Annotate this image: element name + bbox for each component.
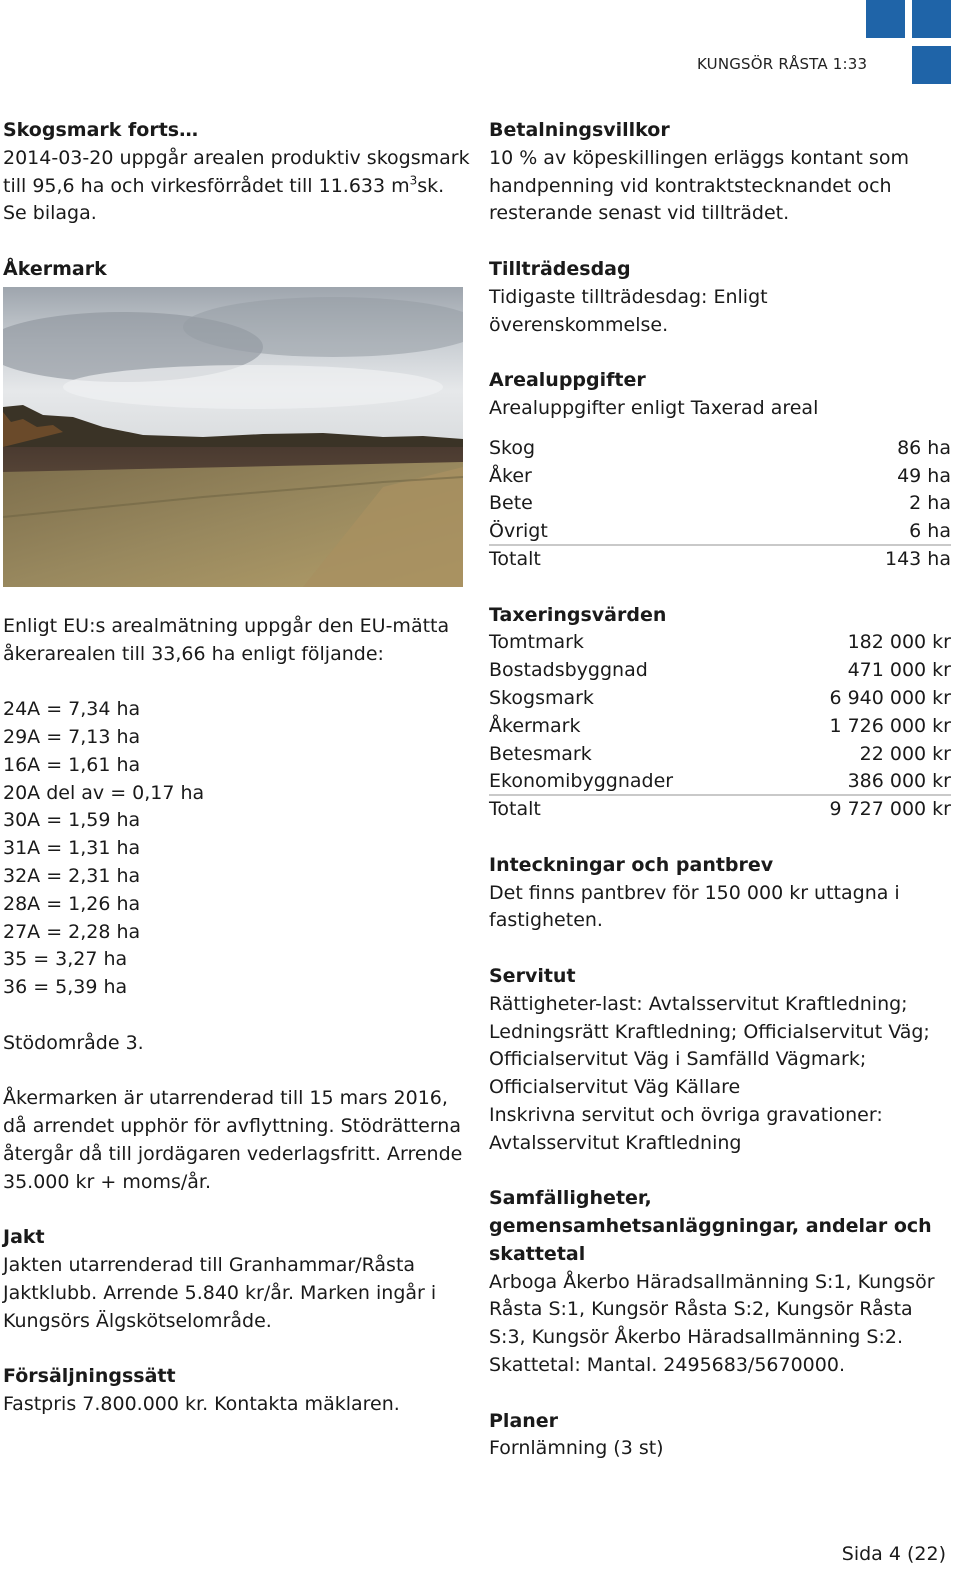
logo-square-bottom-right (912, 46, 951, 84)
areal-row: Bete 2 ha (489, 492, 951, 515)
areal-subtitle: Arealuppgifter enligt Taxerad areal (489, 396, 819, 419)
document-reference: KUNGSÖR RÅSTA 1:33 (697, 55, 868, 73)
logo-square-top-right (912, 0, 951, 38)
inteckningar-text: Det finns pantbrev för 150 000 kr uttagna i fastigheten. (489, 881, 900, 932)
eu-item: 31A = 1,31 ha (3, 837, 141, 860)
servitut-text: Rättigheter-last: Avtalsservitut Kraftledning; Ledningsrätt Kraftledning; Officialservitut Väg; Officialservitut Väg i Samfälld Vägmark; Officialservitut Väg Källare (489, 992, 930, 1099)
taxering-heading: Taxeringsvärden (489, 603, 667, 626)
akermark-heading: Åkermark (3, 257, 107, 280)
eu-item: 27A = 2,28 ha (3, 920, 141, 943)
eu-item: 20A del av = 0,17 ha (3, 781, 205, 804)
areal-total-row: Totalt 143 ha (489, 544, 951, 574)
skogsmark-heading: Skogsmark forts… (3, 119, 199, 141)
tilltrade-heading: Tillträdesdag (489, 257, 631, 280)
forsaljning-heading: Försäljningssätt (3, 1365, 176, 1388)
taxering-row: Ekonomibyggnader 386 000 kr (489, 770, 951, 793)
betalning-text: 10 % av köpeskillingen erläggs kontant som handpenning vid kontraktstecknandet och resterande senast vid tillträdet. (489, 146, 909, 225)
samfalligheter-heading: Samfälligheter, gemensamhetsanläggningar, andelar och skattetal (489, 1187, 932, 1265)
eu-item: 29A = 7,13 ha (3, 725, 141, 748)
taxering-row: Bostadsbyggnad 471 000 kr (489, 659, 951, 682)
taxering-total-row: Totalt 9 727 000 kr (489, 794, 951, 824)
right-column (489, 117, 951, 1463)
servitut-text-2: Inskrivna servitut och övriga gravationer: Avtalsservitut Kraftledning (489, 1103, 883, 1154)
servitut-heading: Servitut (489, 964, 576, 987)
arrende-text: Åkermarken är utarrenderad till 15 mars 2016, då arrendet upphör för avflyttning. Stödrätterna återgår då till jordägaren vederlagsfritt. Arrende 35.000 kr + moms/år. (3, 1087, 463, 1193)
logo-square-top-left (866, 0, 905, 38)
eu-intro: Enligt EU:s arealmätning uppgår den EU-mätta åkerarealen till 33,66 ha enligt följande: (3, 614, 450, 665)
areal-row: Åker 49 ha (489, 464, 951, 487)
jakt-heading: Jakt (3, 1226, 45, 1249)
jakt-text: Jakten utarrenderad till Granhammar/Råsta Jaktklubb. Arrende 5.840 kr/år. Marken ingår i Kungsörs Älgskötselområde. (3, 1254, 437, 1332)
left-column (3, 117, 473, 1419)
taxering-row: Åkermark 1 726 000 kr (489, 714, 951, 737)
eu-item: 35 = 3,27 ha (3, 948, 128, 971)
planer-text: Fornlämning (3 st) (489, 1437, 664, 1460)
stodomrade-text: Stödområde 3. (3, 1031, 144, 1054)
eu-item: 36 = 5,39 ha (3, 976, 128, 999)
taxering-row: Tomtmark 182 000 kr (489, 631, 951, 654)
areal-heading: Arealuppgifter (489, 369, 646, 392)
tilltrade-text: Tidigaste tillträdesdag: Enligt överenskommelse. (489, 285, 768, 336)
page-number: Sida 4 (22) (841, 1543, 946, 1565)
samfalligheter-text: Arboga Åkerbo Häradsallmänning S:1, Kungsör Råsta S:1, Kungsör Råsta S:2, Kungsör Råsta S:3, Kungsör Åkerbo Häradsallmänning S:2. Skattetal: Mantal. 2495683/5670000. (489, 1270, 935, 1377)
eu-item: 30A = 1,59 ha (3, 809, 141, 832)
field-photo (3, 287, 463, 587)
eu-item: 24A = 7,34 ha (3, 698, 141, 721)
areal-row: Skog 86 ha (489, 436, 951, 459)
forsaljning-text: Fastpris 7.800.000 kr. Kontakta mäklaren. (3, 1393, 400, 1416)
skogsmark-text: 2014-03-20 uppgår arealen produktiv skogsmark till 95,6 ha och virkesförrådet till 11.633 $m^3sk$. Se bilaga. (3, 146, 470, 225)
inteckningar-heading: Inteckningar och pantbrev (489, 853, 774, 876)
eu-item: 32A = 2,31 ha (3, 864, 141, 887)
taxering-row: Skogsmark 6 940 000 kr (489, 686, 951, 709)
taxering-row: Betesmark 22 000 kr (489, 742, 951, 765)
eu-item: 16A = 1,61 ha (3, 753, 141, 776)
planer-heading: Planer (489, 1409, 559, 1432)
eu-item: 28A = 1,26 ha (3, 892, 141, 915)
betalning-heading: Betalningsvillkor (489, 119, 670, 141)
areal-row: Övrigt 6 ha (489, 520, 951, 543)
